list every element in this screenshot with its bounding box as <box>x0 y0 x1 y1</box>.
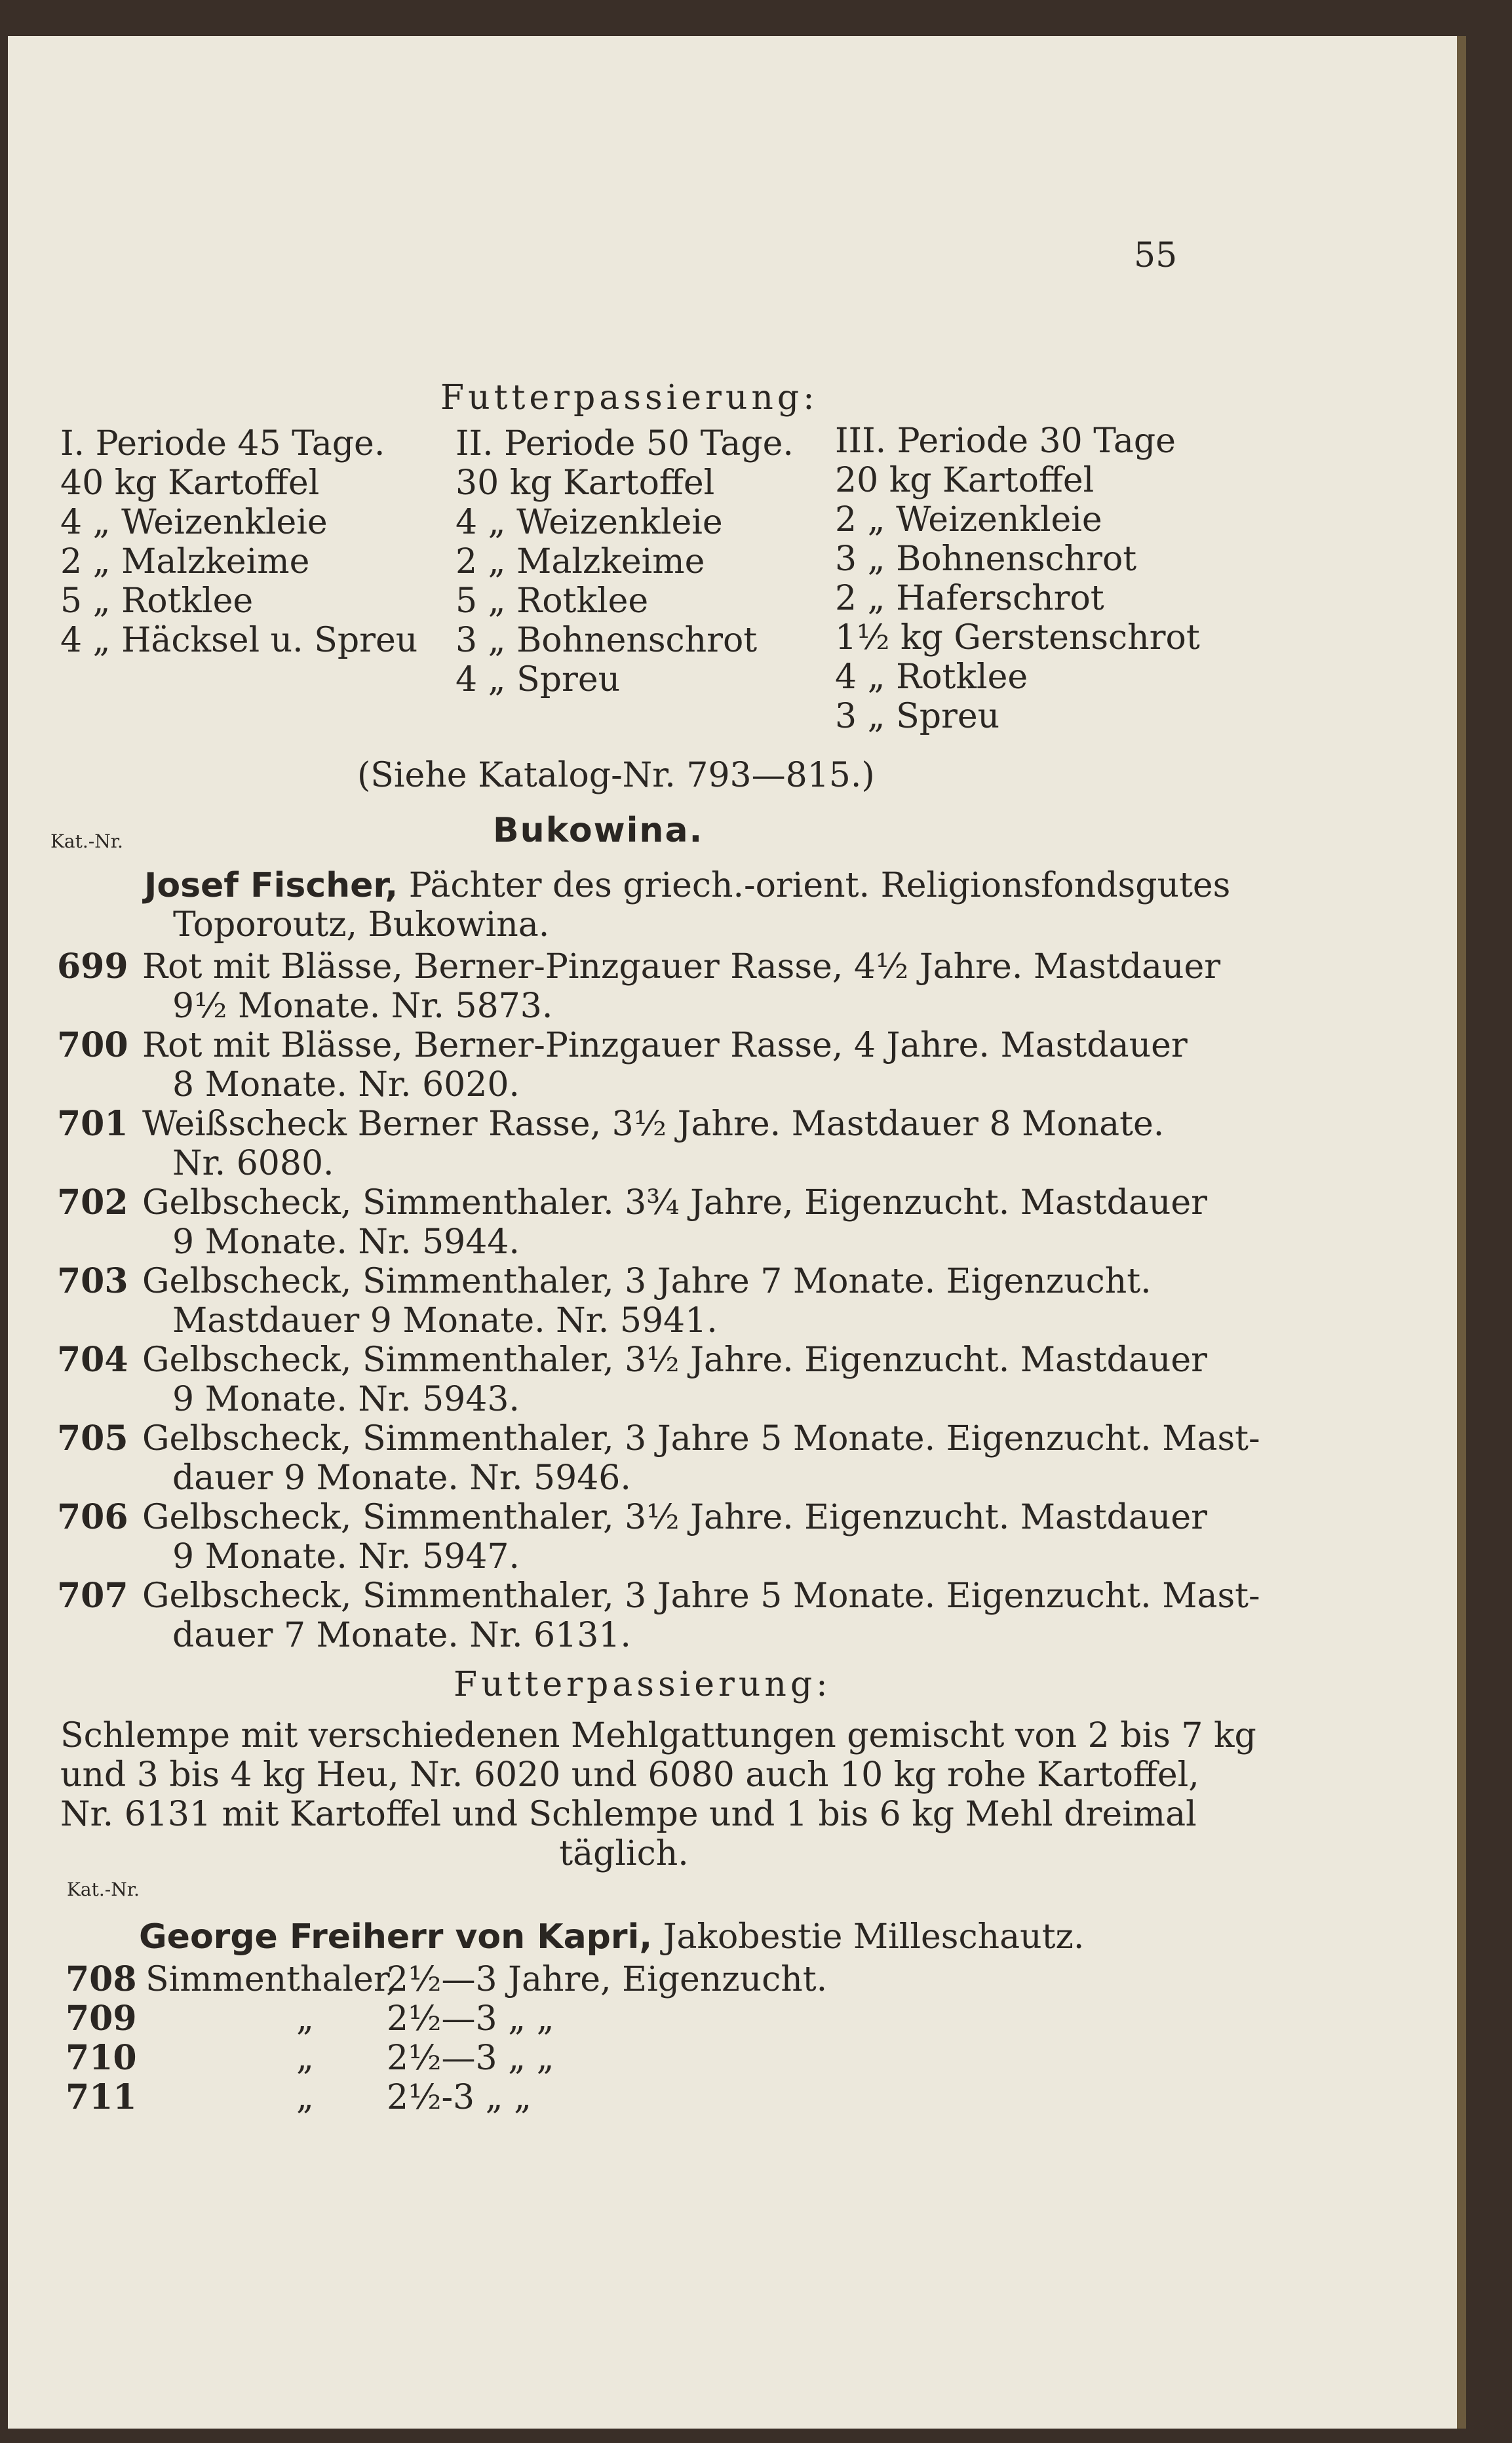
period-3-column <box>835 421 1200 736</box>
catalog-reference: (Siehe Katalog-Nr. 793—815.) <box>357 756 875 795</box>
period-3-item: 3 „ Spreu <box>835 697 1000 736</box>
entry-line2: dauer 7 Monate. Nr. 6131. <box>172 1616 631 1655</box>
entries-list <box>57 947 1260 1655</box>
entry-number: 706 <box>57 1497 128 1537</box>
entry-line2: 9 Monate. Nr. 5947. <box>172 1537 520 1576</box>
period-1-item: 4 „ Häcksel u. Spreu <box>60 621 418 660</box>
list-item <box>57 1340 1260 1419</box>
list-item <box>57 1419 1260 1498</box>
entry-number: 703 <box>57 1261 128 1301</box>
period-1-item: 40 kg Kartoffel <box>60 463 320 503</box>
period-2-item: 2 „ Malzkeime <box>456 542 705 581</box>
entry-number: 700 <box>57 1025 128 1065</box>
entry-line2: 8 Monate. Nr. 6020. <box>172 1065 520 1104</box>
period-3-title: III. Periode 30 Tage <box>835 421 1176 461</box>
exhibitor-1-line1: Pächter des griech.-orient. Religionsfondsgutes <box>408 866 1231 905</box>
feeding-text-line: und 3 bis 4 kg Heu, Nr. 6020 und 6080 auch 10 kg rohe Kartoffel, <box>60 1755 1199 1795</box>
exhibitor-1-name: Josef Fischer, <box>144 866 398 905</box>
period-3-item: 1½ kg Gerstenschrot <box>835 618 1200 657</box>
list-item <box>57 1262 1260 1340</box>
section-title: Bukowina. <box>493 811 704 850</box>
feeding-header-1: Futterpassierung: <box>440 378 819 418</box>
list-item <box>57 1104 1260 1183</box>
entry-number: 704 <box>57 1340 128 1380</box>
list-item <box>57 947 1260 1026</box>
table-row <box>66 1960 827 1999</box>
entry-line1: Rot mit Blässe, Berner-Pinzgauer Rasse, 4 Jahre. Mastdauer <box>142 1026 1188 1065</box>
period-2-item: 30 kg Kartoffel <box>456 463 715 503</box>
entries-list-2 <box>66 1960 827 2117</box>
entry-line2: 9 Monate. Nr. 5943. <box>172 1380 520 1419</box>
period-2-item: 5 „ Rotklee <box>456 581 649 621</box>
entry-number: 708 <box>66 1959 137 1999</box>
exhibitor-2 <box>139 1917 1084 1957</box>
entry-line2: Nr. 6080. <box>172 1144 334 1183</box>
table-row <box>66 2039 827 2078</box>
entry-breed: „ <box>296 2078 314 2117</box>
feeding-text-line: Schlempe mit verschiedenen Mehlgattungen gemischt von 2 bis 7 kg <box>60 1716 1256 1755</box>
entry-breed: „ <box>296 1999 314 2039</box>
entry-number: 702 <box>57 1182 128 1222</box>
entry-line2: dauer 9 Monate. Nr. 5946. <box>172 1458 631 1498</box>
feeding-header-2: Futterpassierung: <box>454 1665 832 1704</box>
entry-line1: Gelbscheck, Simmenthaler, 3½ Jahre. Eigenzucht. Mastdauer <box>142 1340 1207 1380</box>
entry-line1: Gelbscheck, Simmenthaler, 3 Jahre 5 Monate. Eigenzucht. Mast- <box>142 1419 1260 1458</box>
period-2-item: 3 „ Bohnenschrot <box>456 621 758 660</box>
period-3-item: 3 „ Bohnenschrot <box>835 539 1137 579</box>
list-item <box>57 1183 1260 1262</box>
entry-age: 2½—3 „ „ <box>387 2039 554 2078</box>
entry-number: 705 <box>57 1418 128 1458</box>
feeding-text-line: täglich. <box>559 1834 689 1873</box>
entry-number: 701 <box>57 1104 128 1144</box>
period-1-title: I. Periode 45 Tage. <box>60 424 385 463</box>
entry-line2: 9½ Monate. Nr. 5873. <box>172 987 553 1026</box>
period-1-column <box>60 424 417 660</box>
page-number: 55 <box>1134 236 1178 275</box>
feeding-text-line: Nr. 6131 mit Kartoffel und Schlempe und 1 bis 6 kg Mehl dreimal <box>60 1795 1197 1834</box>
entry-line1: Gelbscheck, Simmenthaler, 3 Jahre 5 Monate. Eigenzucht. Mast- <box>142 1576 1260 1616</box>
period-3-item: 4 „ Rotklee <box>835 657 1028 697</box>
entry-breed: „ <box>296 2039 314 2078</box>
entry-line1: Gelbscheck, Simmenthaler. 3¾ Jahre, Eigenzucht. Mastdauer <box>142 1183 1207 1222</box>
entry-line1: Rot mit Blässe, Berner-Pinzgauer Rasse, 4½ Jahre. Mastdauer <box>142 947 1221 987</box>
entry-line2: Mastdauer 9 Monate. Nr. 5941. <box>172 1301 718 1340</box>
exhibitor-1 <box>144 866 1230 945</box>
table-row <box>66 2078 827 2117</box>
exhibitor-1-line2: Toporoutz, Bukowina. <box>173 905 550 945</box>
list-item <box>57 1576 1260 1655</box>
entry-line2: 9 Monate. Nr. 5944. <box>172 1222 520 1262</box>
entry-breed: Simmenthaler, <box>145 1960 397 1999</box>
entry-number: 710 <box>66 2038 137 2078</box>
period-1-item: 2 „ Malzkeime <box>60 542 310 581</box>
entry-number: 707 <box>57 1576 128 1616</box>
entry-number: 711 <box>66 2077 137 2117</box>
entry-age: 2½—3 Jahre, Eigenzucht. <box>387 1960 828 1999</box>
entry-line1: Gelbscheck, Simmenthaler, 3 Jahre 7 Monate. Eigenzucht. <box>142 1262 1152 1301</box>
entry-line1: Weißscheck Berner Rasse, 3½ Jahre. Mastdauer 8 Monate. <box>142 1104 1165 1144</box>
entry-line1: Gelbscheck, Simmenthaler, 3½ Jahre. Eigenzucht. Mastdauer <box>142 1498 1207 1537</box>
kat-nr-label-2: Kat.-Nr. <box>67 1879 140 1900</box>
period-3-item: 2 „ Haferschrot <box>835 579 1104 618</box>
exhibitor-2-name: George Freiherr von Kapri, <box>139 1917 653 1957</box>
entry-number: 699 <box>57 947 128 987</box>
list-item <box>57 1498 1260 1576</box>
period-2-item: 4 „ Weizenkleie <box>456 503 723 542</box>
document-page <box>8 36 1466 2429</box>
table-row <box>66 1999 827 2039</box>
entry-age: 2½—3 „ „ <box>387 1999 554 2039</box>
entry-number: 709 <box>66 1999 137 2039</box>
period-1-item: 5 „ Rotklee <box>60 581 254 621</box>
period-2-title: II. Periode 50 Tage. <box>456 424 794 463</box>
period-1-item: 4 „ Weizenkleie <box>60 503 328 542</box>
list-item <box>57 1026 1260 1104</box>
exhibitor-2-rest: Jakobestie Milleschautz. <box>663 1917 1085 1957</box>
kat-nr-label: Kat.-Nr. <box>50 831 123 852</box>
entry-age: 2½-3 „ „ <box>387 2078 532 2117</box>
period-2-column <box>456 424 794 699</box>
feeding-text <box>60 1716 1256 1873</box>
period-2-item: 4 „ Spreu <box>456 660 621 699</box>
period-3-item: 2 „ Weizenkleie <box>835 500 1102 539</box>
period-3-item: 20 kg Kartoffel <box>835 461 1095 500</box>
